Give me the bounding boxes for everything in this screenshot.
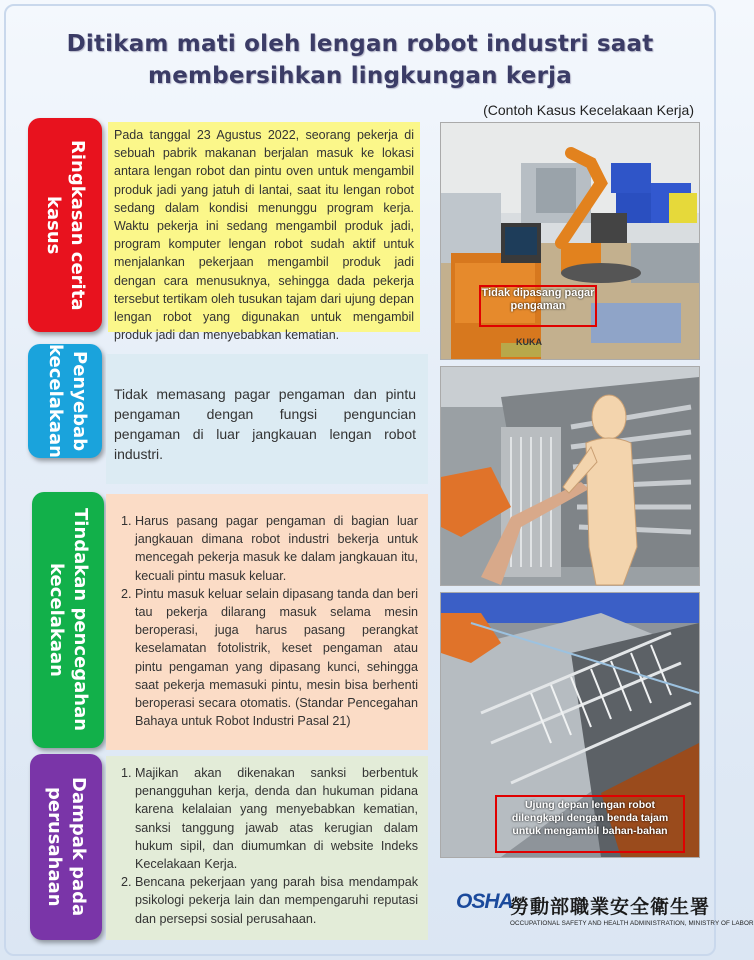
panel-summary: Pada tanggal 23 Agustus 2022, seorang pekerja di sebuah pabrik makanan berjalan masuk ke lokasi antara lengan robot dan pintu oven untuk mengambil produk jadi yang jatuh di lantai, saat itu lengan robot sedang dalam kondisi menunggu program kerja. Waktu pekerja ini sedang mengambil produk jadi, program komputer lengan robot sudah aktif untuk menjalankan pekerjaan mengambil produk jadi dengan cara menusuknya, sehingga dada pekerja tersebut tertikam oleh tusukan tajam dari ujung depan lengan robot yang digunakan untuk mengambil produk jadi dan menyebabkan kematian. xyxy=(108,122,420,332)
label-summary: Ringkasan cerita kasus xyxy=(28,118,102,332)
label-cause: Penyebab kecelakaan xyxy=(28,344,102,458)
callout-sharp-tool: Ujung depan lengan robot dilengkapi dengan benda tajam untuk mengambil bahan-bahan xyxy=(495,795,685,853)
photo-conveyor-tool xyxy=(440,592,700,858)
osha-logo-mark: OSHA xyxy=(456,890,513,913)
panel-prevention xyxy=(106,494,428,750)
osha-name-chinese: 勞動部職業安全衛生署 xyxy=(510,896,711,918)
osha-logo xyxy=(452,890,754,940)
photo-oven-worker xyxy=(440,366,700,586)
osha-name-english: OCCUPATIONAL SAFETY AND HEALTH ADMINISTRATION, MINISTRY OF LABOR xyxy=(510,920,754,927)
robot-brand-label: KUKA xyxy=(516,337,542,347)
prevention-item: 1. Harus pasang pagar pengaman di bagian luar jangkauan dimana robot industri bekerja untuk mencegah pekerja masuk ke dalam jangkauan itu, kecuali pintu masuk keluar. xyxy=(135,512,418,585)
label-impact: Dampak pada perusahaan xyxy=(30,754,102,940)
panel-cause: Tidak memasang pagar pengaman dan pintu pengaman dengan fungsi penguncian pengaman di luar jangkauan lengan robot industri. xyxy=(106,354,428,484)
impact-item: 2. Bencana pekerjaan yang parah bisa mendampak psikologi pekerja lain dan mempengaruhi reputasi dan persepsi sosial perusahaan. xyxy=(135,873,418,928)
page-subtitle: (Contoh Kasus Kecelakaan Kerja) xyxy=(483,102,694,118)
panel-impact xyxy=(106,756,428,940)
label-prevention: Tindakan pencegahan kecelakaan xyxy=(32,492,104,748)
prevention-item: 2. Pintu masuk keluar selain dipasang tanda dan beri tau pekerja dilarang masuk selama mesin beroperasi, juga harus pasang perangkat keselamatan fotolistrik, keset pengaman atau pintu pengaman yang dipasang kunci, sehingga saat pekerja memasuki pintu, mesin bisa berhenti beroperasi secara otomatis. (Standar Pencegahan Bahaya untuk Robot Industri Pasal 21) xyxy=(135,585,418,731)
impact-item: 1. Majikan akan dikenakan sanksi berbentuk penangguhan kerja, denda dan hukuman pidana karena kelalaian yang menyebabkan kematian, sanksi tanggung jawab atas kerugian dalam hukum sipil, dan diumumkan di website Indeks Kecelakaan Kerja. xyxy=(135,764,418,873)
callout-no-fence: Tidak dipasang pagar pengaman xyxy=(479,285,597,327)
photo-robot-factory xyxy=(440,122,700,360)
oven-scene-image xyxy=(441,367,699,585)
page-title: Ditikam mati oleh lengan robot industri saat membersihkan lingkungan kerja xyxy=(66,31,654,89)
